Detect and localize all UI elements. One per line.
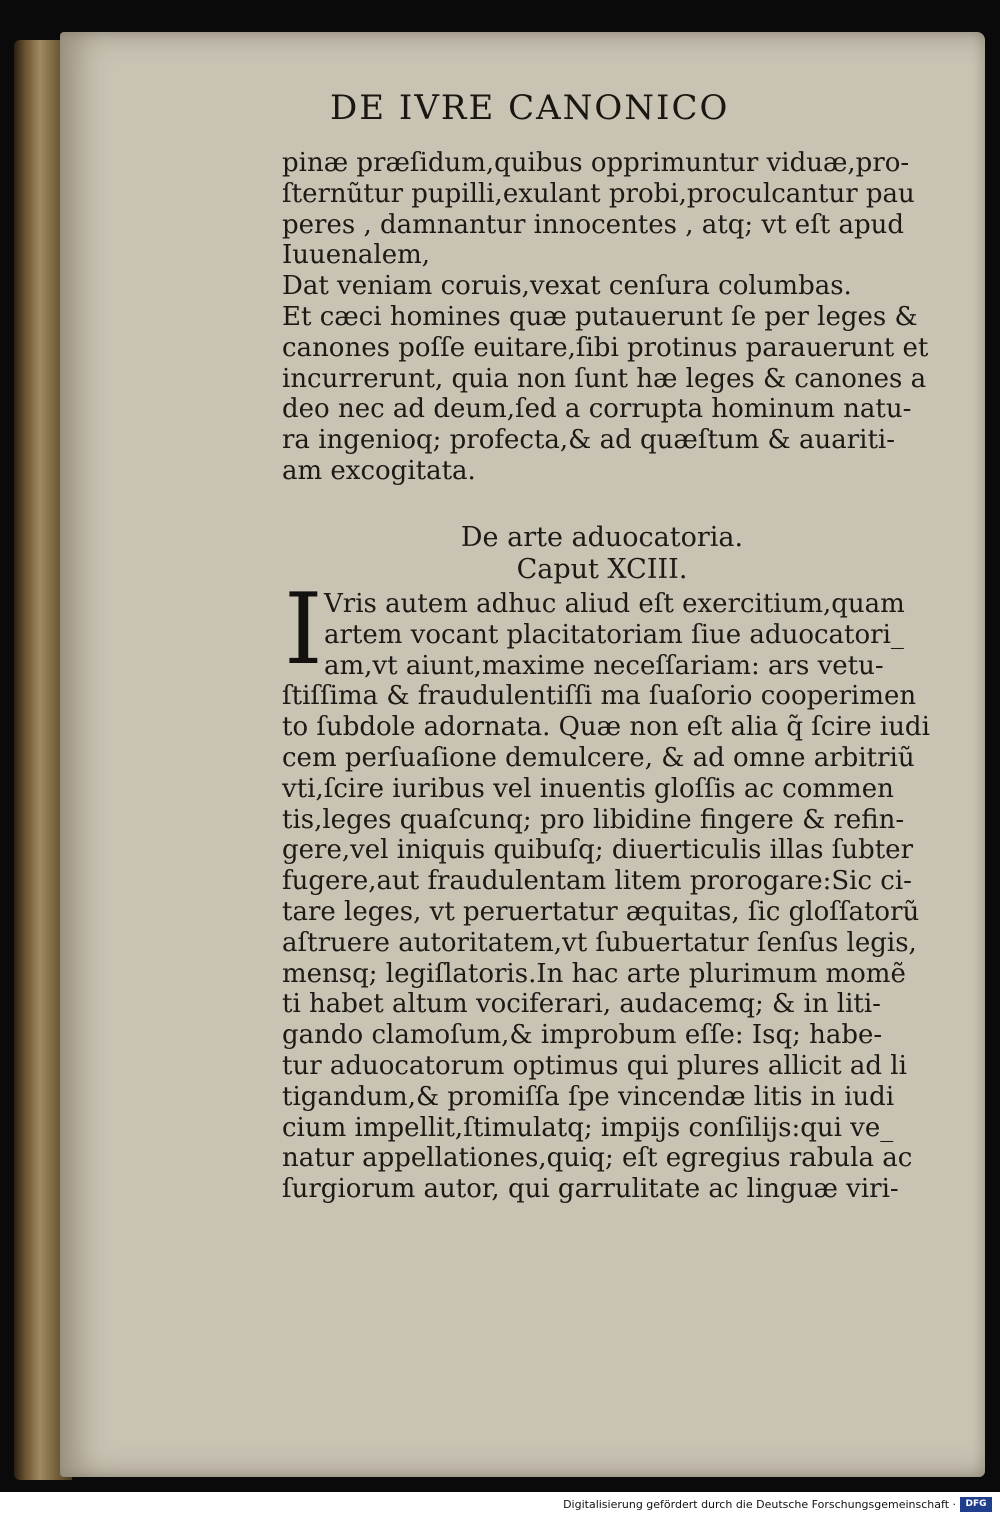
text-line: tur aduocatorum optimus qui plures allicit ad li	[282, 1050, 907, 1081]
text-line: ti habet altum vociferari, audacemq; & in liti-	[282, 989, 881, 1020]
text-line: to ſubdole adornata. Quæ non eſt alia q̃ ſcire iudi	[282, 712, 930, 743]
continuation-text	[282, 148, 929, 487]
text-line: cium impellit,ſtimulatq; impijs conſilijs:qui ve_	[282, 1112, 894, 1143]
funding-credit: Digitalisierung gefördert durch die Deutsche Forschungsgemeinschaft ·	[563, 1498, 956, 1511]
dfg-logo[interactable]: DFG	[960, 1497, 992, 1512]
chapter-title: De arte aduocatoria.	[460, 522, 744, 553]
text-line: tigandum,& promiſſa ſpe vincendæ litis in iudi	[282, 1081, 895, 1112]
text-line: artem vocant placitatoriam ſiue aduocatori_	[324, 619, 904, 650]
text-line: tis,leges quaſcunq; pro libidine fingere & refin-	[282, 804, 905, 835]
text-line: ſtiſſima & fraudulentiſſi ma ſuaſorio cooperimen	[282, 681, 917, 712]
chapter-text	[282, 573, 930, 1205]
text-line: Iuuenalem,	[282, 240, 431, 271]
text-line: ſternũtur pupilli,exulant probi,proculcantur pau	[282, 178, 915, 209]
text-line: canones poſſe euitare,ſibi protinus parauerunt et	[282, 332, 929, 363]
text-line: gere,vel iniquis quibuſq; diuerticulis illas ſubter	[282, 835, 913, 866]
text-line: Et cæci homines quæ putauerunt ſe per leges &	[282, 301, 918, 332]
text-line: deo nec ad deum,ſed a corrupta hominum natu-	[282, 394, 912, 425]
text-line: pinæ præſidum,quibus opprimuntur viduæ,pro-	[282, 148, 910, 178]
text-line: natur appellationes,quiq; eſt egregius rabula ac	[282, 1143, 913, 1174]
footer-bar	[0, 1492, 1000, 1518]
text-line: aſtruere autoritatem,vt ſubuertatur ſenſus legis,	[282, 927, 917, 958]
chapter-number: Caput XCIII.	[516, 554, 688, 585]
text-line: ra ingenioq; profecta,& ad quæſtum & auariti-	[282, 425, 896, 456]
running-head: DE IVRE CANONICO	[330, 88, 730, 128]
text-line: Vris autem adhuc aliud eſt exercitium,quam	[324, 589, 905, 619]
text-line: incurrerunt, quia non ſunt hæ leges & canones a	[282, 363, 927, 394]
text-line: gando clamoſum,& improbum eſſe: Isq; habe-	[282, 1020, 883, 1051]
text-line: Dat veniam coruis,vexat cenſura columbas.	[282, 271, 852, 302]
drop-cap-initial: I	[284, 573, 323, 687]
text-line: peres , damnantur innocentes , atq; vt eſt apud	[282, 209, 905, 240]
text-line: am,vt aiunt,maxime neceſſariam: ars vetu-	[324, 650, 884, 681]
text-line: fugere,aut fraudulentam litem prorogare:Sic ci-	[282, 866, 912, 897]
text-line: vti,ſcire iuribus vel inuentis gloſſis ac commen	[282, 773, 894, 804]
text-line: mensq; legiſlatoris.In hac arte plurimum momẽ	[282, 958, 906, 989]
text-line: tare leges, vt peruertatur æquitas, ſic gloſſatorũ	[282, 896, 920, 927]
text-line: ſurgiorum autor, qui garrulitate ac linguæ viri-	[282, 1174, 899, 1205]
text-line: am excogitata.	[282, 455, 476, 486]
text-line: cem perſuaſione demulcere, & ad omne arbitriũ	[282, 742, 915, 773]
